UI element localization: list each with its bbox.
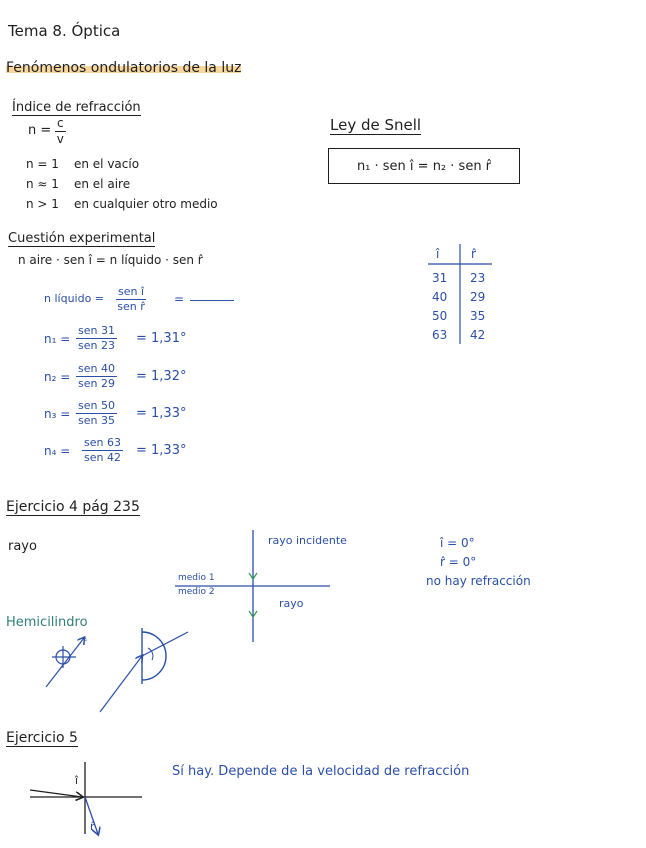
result-4-num: sen 63 xyxy=(84,436,121,449)
ej5-i-label: î xyxy=(75,774,79,787)
table-cell: 40 xyxy=(432,290,448,304)
n-liquido-lhs: n líquido = xyxy=(44,292,105,305)
angle-table-lines xyxy=(428,244,492,344)
cuestion-heading: Cuestión experimental xyxy=(8,231,156,246)
table-cell: 29 xyxy=(470,290,486,304)
indice-num: c xyxy=(57,116,64,130)
table-cell: 23 xyxy=(470,271,486,285)
indice-text-3: en cualquier otro medio xyxy=(74,197,218,211)
table-cell: 31 xyxy=(432,271,448,285)
result-3-lhs: n₃ = xyxy=(44,407,71,421)
snell-formula-box: n₁ · sen î = n₂ · sen r̂ xyxy=(328,148,520,184)
result-2-num: sen 40 xyxy=(78,362,115,375)
result-3-num: sen 50 xyxy=(78,399,115,412)
ejercicio4-diagram xyxy=(175,530,330,642)
table-cell: 35 xyxy=(470,309,486,323)
result-4-den: sen 42 xyxy=(84,450,121,464)
table-header-i: î xyxy=(436,247,440,261)
angle-i-value: î = 0° xyxy=(440,536,475,550)
no-refraccion-text: no hay refracción xyxy=(426,574,531,588)
cuestion-formula: n aire · sen î = n líquido · sen r̂ xyxy=(18,253,203,267)
rayo-refractado-label: rayo xyxy=(279,597,304,610)
n-liquido-den: sen r̂ xyxy=(117,299,145,313)
hemi-r-label: r̂ xyxy=(83,638,87,648)
hemicilindro-large-diagram xyxy=(100,628,188,712)
subtitle: Fenómenos ondulatorios de la luz xyxy=(6,60,242,76)
angle-r-value: r̂ = 0° xyxy=(440,555,477,569)
ejercicio5-heading: Ejercicio 5 xyxy=(6,730,78,746)
result-3-value: = 1,33° xyxy=(136,406,187,421)
hemicilindro-label: Hemicilindro xyxy=(6,615,88,630)
page-title: Tema 8. Óptica xyxy=(8,22,121,40)
medio2-label: medio 2 xyxy=(178,587,215,597)
ej5-r-label: r̂ xyxy=(90,820,95,833)
result-2-lhs: n₂ = xyxy=(44,370,71,384)
indice-text-2: en el aire xyxy=(74,177,131,191)
medio1-label: medio 1 xyxy=(178,573,215,583)
ejercicio4-heading: Ejercicio 4 pág 235 xyxy=(6,499,140,515)
rayo-incidente-label: rayo incidente xyxy=(268,534,347,547)
result-4-value: = 1,33° xyxy=(136,443,187,458)
result-2-value: = 1,32° xyxy=(136,369,187,384)
table-cell: 42 xyxy=(470,328,486,342)
snell-heading: Ley de Snell xyxy=(330,116,422,134)
indice-cond-2: n ≈ 1 xyxy=(26,177,59,191)
indice-formula-lhs: n = xyxy=(28,123,52,138)
ejercicio5-diagram xyxy=(30,762,142,834)
result-1-value: = 1,31° xyxy=(136,331,187,346)
result-1-lhs: n₁ = xyxy=(44,332,71,346)
table-cell: 63 xyxy=(432,328,448,342)
indice-den: v xyxy=(56,131,64,146)
result-2-den: sen 29 xyxy=(78,376,115,390)
table-header-r: r̂ xyxy=(471,247,476,261)
result-3-den: sen 35 xyxy=(78,413,115,427)
n-liquido-eq: = xyxy=(174,292,185,306)
table-cell: 50 xyxy=(432,309,448,323)
n-liquido-num: sen î xyxy=(118,285,145,298)
indice-cond-1: n = 1 xyxy=(26,157,59,171)
rayo-perpendicular-label: rayo xyxy=(8,539,37,554)
ejercicio5-answer: Sí hay. Depende de la velocidad de refracción xyxy=(172,764,470,779)
result-1-den: sen 23 xyxy=(78,338,115,352)
hemicilindro-small-diagram xyxy=(46,638,84,687)
result-1-num: sen 31 xyxy=(78,324,115,337)
indice-heading: Índice de refracción xyxy=(12,100,141,115)
result-4-lhs: n₄ = xyxy=(44,444,71,458)
indice-text-1: en el vacío xyxy=(74,157,140,171)
indice-cond-3: n > 1 xyxy=(26,197,59,211)
